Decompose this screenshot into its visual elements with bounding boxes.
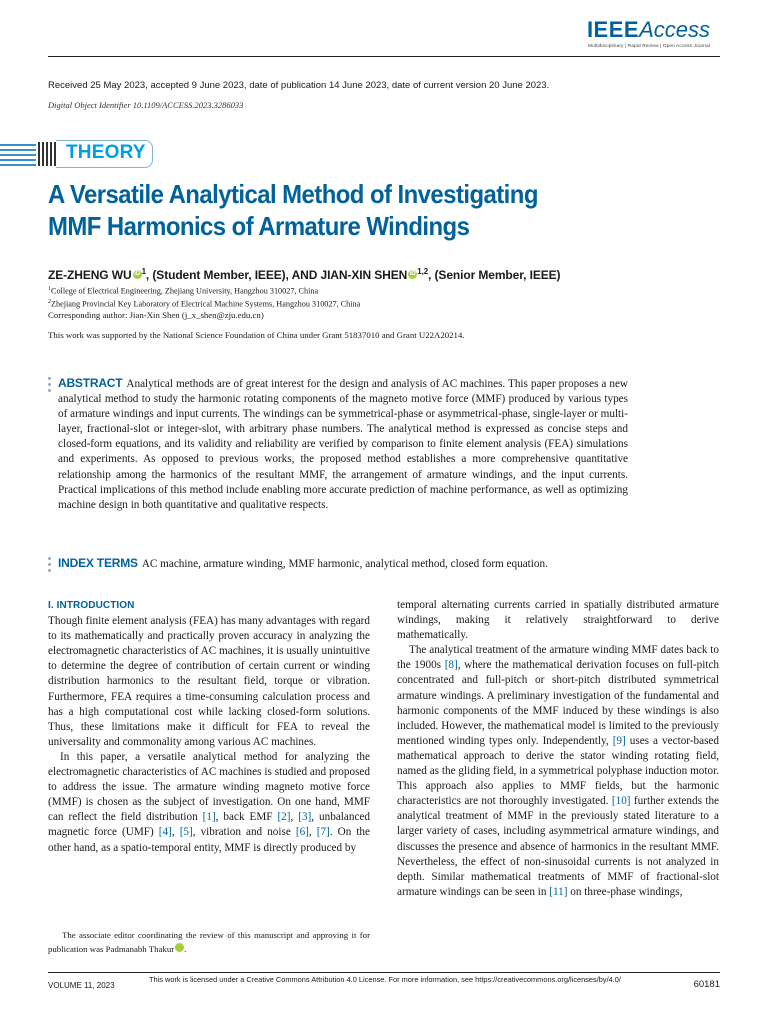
article-type-tag [0, 140, 156, 168]
logo-access: Access [639, 17, 710, 42]
citation-link[interactable]: [8] [444, 659, 458, 672]
orcid-icon[interactable]: iD [175, 943, 184, 952]
citation-link[interactable]: [1] [202, 811, 216, 824]
orcid-icon[interactable]: iD [409, 271, 416, 277]
abstract-text: Analytical methods are of great interest for the design and analysis of AC machines. This paper proposes a new analytical method to study the harmonic rotating components of the magneto motive force (MMF) produced by various types of armature windings and input currents. The windings can be symmetrical-phase or asymmetrical-phase, single-layer or multi-layer, fractional-slot or integer-slot, with arbitrary phase numbers. The analytical method is expressed as concise steps and closed-form equations, and its validity and reliability are verified by comparison to finite element analysis (FEA) simulations and experiments. As opposed to previous works, the proposed method establishes a more comprehensive quantitative relationship among the harmonics of the resultant MMF, the arrangement of armature windings, and the input currents. Practical implications of this method include enabling more accurate prediction of machine performance, as well as optimizing machine design in both quantitative and qualitative respects. [58, 378, 628, 511]
body-column-right [397, 598, 719, 900]
index-terms [58, 556, 678, 572]
tag-stripes-icon [0, 140, 60, 168]
citation-link[interactable]: [6] [295, 826, 309, 839]
citation-link[interactable]: [9] [612, 734, 626, 747]
affiliation-1: $^1$College of Electrical Engineering, Zhejiang University, Hangzhou 310027, China [48, 286, 319, 296]
ieee-access-logo [587, 18, 710, 49]
citation-link[interactable]: [2] [277, 811, 291, 824]
intro-paragraph-2: In this paper, a versatile analytical method for analyzing the electromagnetic characteristics of AC machines is studied and proposed to address the issue. The armature winding magneto motive force (MMF) is chosen as the subject of investigation. On one hand, MMF can reflect the field distribution [1], back EMF [2], [3], unbalanced magnetic force (UMF) [4], [5], vibration and noise [6], [7]. On the other hand, as a spatio-temporal entity, MMF is directly produced by [48, 750, 370, 854]
footer-divider [48, 972, 720, 973]
author-2-affil: 1,2 [417, 267, 429, 276]
license-notice[interactable]: This work is licensed under a Creative Commons Attribution 4.0 License. For more information, see https://creativecommons.org/licenses/by/4.0/ [149, 975, 621, 984]
abstract-marker-icon [48, 377, 52, 395]
author-1-role: , (Student Member, IEEE), AND JIAN-XIN SHEN [145, 268, 408, 282]
corresponding-author: Corresponding author: Jian-Xin Shen (j_x_shen@zju.edu.cn) [48, 310, 264, 320]
editor-footnote: The associate editor coordinating the review of this manuscript and approving it for publication was Padmanabh Thakur iD. [48, 930, 370, 954]
citation-link[interactable]: [5] [179, 826, 193, 839]
page-number: 60181 [693, 979, 720, 990]
index-terms-text: AC machine, armature winding, MMF harmonic, analytical method, closed form equation. [141, 558, 548, 570]
logo-tagline: Multidisciplinary | Rapid Review | Open Access Journal [587, 44, 710, 49]
citation-link[interactable]: [11] [549, 885, 568, 898]
affiliation-2: $^2$Zhejiang Provincial Key Laboratory of Electrical Machine Systems, Hangzhou 310027, China [48, 298, 361, 309]
author-1-affil: 1 [141, 267, 146, 276]
citation-link[interactable]: [3] [298, 811, 312, 824]
article-title [48, 178, 637, 242]
received-dates: Received 25 May 2023, accepted 9 June 2023, date of publication 14 June 2023, date of current version 20 June 2023. [48, 80, 550, 91]
header-divider [48, 56, 720, 57]
title-line-1: A Versatile Analytical Method of Investigating [48, 179, 538, 209]
affiliations [48, 284, 360, 309]
volume-label: VOLUME 11, 2023 [48, 981, 115, 990]
author-1: ZE-ZHENG WU [48, 268, 132, 282]
intro-paragraph-3: The analytical treatment of the armature winding MMF dates back to the 1900s [8], where the mathematical derivation focuses on full-pitch concentrated and full-pitch or short-pitch distributed symmetrical armature windings. A preliminary investigation of the fundamental and harmonic components of the MMF induced by these windings is also included. However, the mathematical model is limited to the previously mentioned winding types only. Independently, [9] uses a vector-based mathematical approach to derive the stator winding rotating field, named as the gliding field, in a symmetrical polyphase induction motor. This approach also applies to MMF fields, but the harmonic characteristics are not thoroughly investigated. [10] further extends the analytical treatment of MMF in the previously stated literature to a larger variety of cases, including asymmetrical armature windings, and discusses the presence and absence of harmonics in the resultant MMF. Nevertheless, the effect of non-sinusoidal currents is not analyzed in depth. Similar mathematical treatments of MMF of fractional-slot armature windings can be seen in [11] on three-phase windings, [397, 644, 720, 898]
section-heading: I. INTRODUCTION [48, 600, 135, 611]
abstract [58, 376, 628, 513]
author-line [48, 267, 560, 282]
citation-link[interactable]: [4] [158, 826, 172, 839]
citation-link[interactable]: [10] [611, 795, 631, 808]
intro-paragraph-2-cont: temporal alternating currents carried in spatially distributed armature windings, making it relatively straightforward to derive mathematically. [397, 599, 719, 642]
abstract-label: ABSTRACT [58, 376, 123, 390]
index-terms-label: INDEX TERMS [58, 556, 138, 570]
logo-ieee: IEEE [586, 17, 640, 42]
title-line-2: MMF Harmonics of Armature Windings [48, 211, 470, 241]
body-column-left [48, 598, 370, 856]
tag-label: THEORY [66, 142, 146, 163]
citation-link[interactable]: [7] [316, 826, 330, 839]
funding-statement: This work was supported by the National Science Foundation of China under Grant 51837010 and Grant U22A20214. [48, 330, 465, 340]
doi-line: Digital Object Identifier 10.1109/ACCESS.2023.3286033 [48, 100, 244, 110]
index-terms-marker-icon [48, 557, 52, 575]
intro-paragraph-1: Though finite element analysis (FEA) has many advantages with regard to its mathematically and practically proven accuracy in analyzing the electromagnetic characteristics of AC machines, it is usually unintuitive to determine the degree of contribution of certain current or winding distribution harmonics to the resultant field, torque or vibration. Furthermore, FEA requires a time-consuming calculation process and has a high computational cost while lacking closed-form solutions. Thus, these limitations make it difficult for FEA to reveal the universality and commonality among various AC machines. [48, 615, 370, 748]
orcid-icon[interactable]: iD [134, 271, 140, 277]
author-2-role: , (Senior Member, IEEE) [428, 268, 561, 282]
